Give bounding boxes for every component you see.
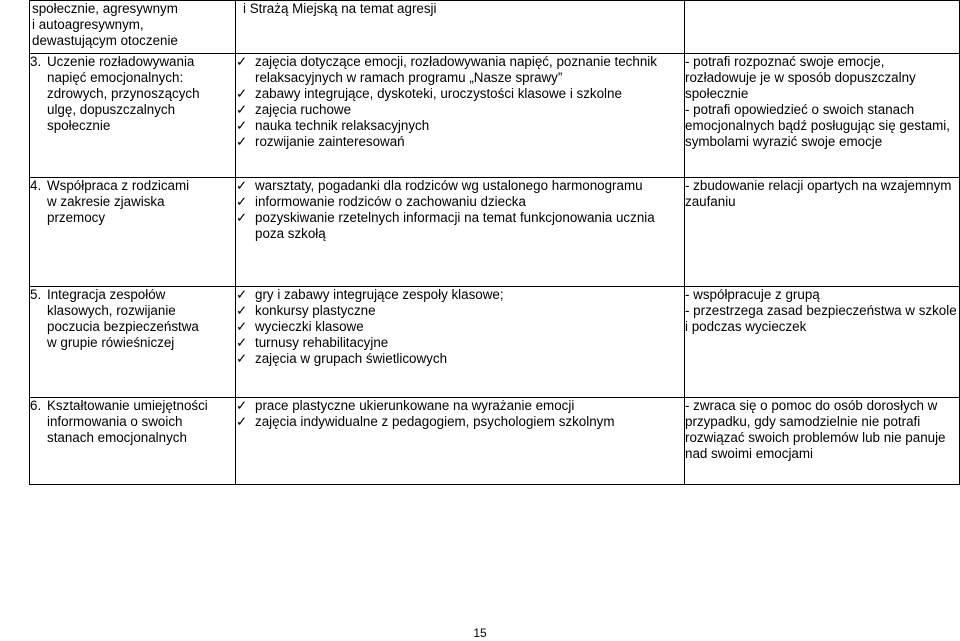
list-item: ✓ gry i zabawy integrujące zespoły klasowe; bbox=[236, 287, 504, 302]
effects-cell bbox=[685, 54, 960, 178]
list-item: ✓ prace plastyczne ukierunkowane na wyrażanie emocji bbox=[236, 398, 575, 413]
list-item: ✓ zajęcia w grupach świetlicowych bbox=[236, 351, 448, 366]
list-item: ✓ warsztaty, pogadanki dla rodziców wg ustalonego harmonogramu bbox=[236, 178, 643, 193]
page-number: 15 bbox=[473, 626, 487, 640]
row-number: 4. bbox=[30, 178, 42, 193]
list-item: ✓ zajęcia indywidualne z pedagogiem, psychologiem szkolnym bbox=[236, 414, 615, 429]
list-item: ✓ zajęcia dotyczące emocji, rozładowywania napięć, poznanie technik relaksacyjnych w ramach programu „Nasze sprawy” bbox=[236, 54, 657, 85]
table-row bbox=[30, 54, 960, 178]
list-item: ✓ pozyskiwanie rzetelnych informacji na temat funkcjonowania ucznia poza szkołą bbox=[236, 210, 655, 241]
check-mark-icon: ✓ bbox=[236, 210, 248, 225]
list-item: ✓ informowanie rodziców o zachowaniu dziecka bbox=[236, 194, 526, 209]
task-list bbox=[236, 398, 684, 430]
table-row bbox=[30, 178, 960, 287]
effect-item: - zbudowanie relacji opartych na wzajemnym zaufaniu bbox=[685, 178, 952, 209]
effects-cell bbox=[685, 398, 960, 485]
tasks-cell bbox=[236, 398, 685, 485]
row-number: 5. bbox=[30, 287, 42, 302]
effect-item: - zwraca się o pomoc do osób dorosłych w przypadku, gdy samodzielnie nie potrafi rozwiązać swoich problemów lub nie panuje nad swoimi emocjami bbox=[685, 398, 946, 461]
goal-cell bbox=[30, 178, 236, 287]
list-item: ✓ rozwijanie zainteresowań bbox=[236, 134, 405, 149]
check-mark-icon: ✓ bbox=[236, 86, 248, 101]
check-mark-icon: ✓ bbox=[236, 351, 248, 366]
table-row bbox=[30, 398, 960, 485]
goal-cell bbox=[30, 1, 236, 54]
list-item: ✓ turnusy rehabilitacyjne bbox=[236, 335, 389, 350]
check-mark-icon: ✓ bbox=[236, 335, 248, 350]
goal-text: Współpraca z rodzicami w zakresie zjawiska przemocy bbox=[47, 178, 190, 225]
check-mark-icon: ✓ bbox=[236, 178, 248, 193]
effect-item: - potrafi rozpoznać swoje emocje, rozładowuje je w sposób dopuszczalny społecznie bbox=[685, 54, 916, 101]
task-list bbox=[236, 178, 684, 242]
list-item: ✓ wycieczki klasowe bbox=[236, 319, 364, 334]
list-item: ✓ zajęcia ruchowe bbox=[236, 102, 352, 117]
tasks-text: i Strażą Miejską na temat agresji bbox=[243, 1, 437, 16]
effect-item: - potrafi opowiedzieć o swoich stanach emocjonalnych bądź posługując się gestami, symbolami wyrazić swoje emocje bbox=[685, 102, 950, 149]
tasks-cell bbox=[236, 1, 685, 54]
list-item: ✓ nauka technik relaksacyjnych bbox=[236, 118, 430, 133]
list-item: ✓ zabawy integrujące, dyskoteki, uroczystości klasowe i szkolne bbox=[236, 86, 622, 101]
check-mark-icon: ✓ bbox=[236, 194, 248, 209]
effect-item: - współpracuje z grupą bbox=[685, 287, 820, 302]
effects-cell bbox=[685, 178, 960, 287]
check-mark-icon: ✓ bbox=[236, 398, 248, 413]
effects-cell bbox=[685, 287, 960, 398]
effects-cell bbox=[685, 1, 960, 54]
goal-text: społecznie, agresywnym i autoagresywnym, dewastującym otoczenie bbox=[32, 1, 178, 48]
goal-text: Integracja zespołów klasowych, rozwijanie poczucia bezpieczeństwa w grupie rówieśniczej bbox=[47, 287, 199, 350]
task-list bbox=[236, 287, 684, 367]
check-mark-icon: ✓ bbox=[236, 414, 248, 429]
check-mark-icon: ✓ bbox=[236, 134, 248, 149]
goal-cell bbox=[30, 398, 236, 485]
goal-cell bbox=[30, 54, 236, 178]
check-mark-icon: ✓ bbox=[236, 54, 248, 69]
check-mark-icon: ✓ bbox=[236, 303, 248, 318]
row-number: 3. bbox=[30, 54, 42, 69]
effect-item: - przestrzega zasad bezpieczeństwa w szkole i podczas wycieczek bbox=[685, 303, 957, 334]
table-row bbox=[30, 1, 960, 54]
tasks-cell bbox=[236, 178, 685, 287]
check-mark-icon: ✓ bbox=[236, 102, 248, 117]
table-row bbox=[30, 287, 960, 398]
check-mark-icon: ✓ bbox=[236, 118, 248, 133]
task-list bbox=[236, 54, 684, 150]
tasks-cell bbox=[236, 54, 685, 178]
goal-text: Kształtowanie umiejętności informowania o swoich stanach emocjonalnych bbox=[47, 398, 208, 445]
list-item: ✓ konkursy plastyczne bbox=[236, 303, 376, 318]
plan-table bbox=[29, 0, 960, 485]
goal-text: Uczenie rozładowywania napięć emocjonalnych: zdrowych, przynoszących ulgę, dopuszczalnych społecznie bbox=[47, 54, 200, 133]
check-mark-icon: ✓ bbox=[236, 319, 248, 334]
tasks-cell bbox=[236, 287, 685, 398]
goal-cell bbox=[30, 287, 236, 398]
row-number: 6. bbox=[30, 398, 42, 413]
check-mark-icon: ✓ bbox=[236, 287, 248, 302]
